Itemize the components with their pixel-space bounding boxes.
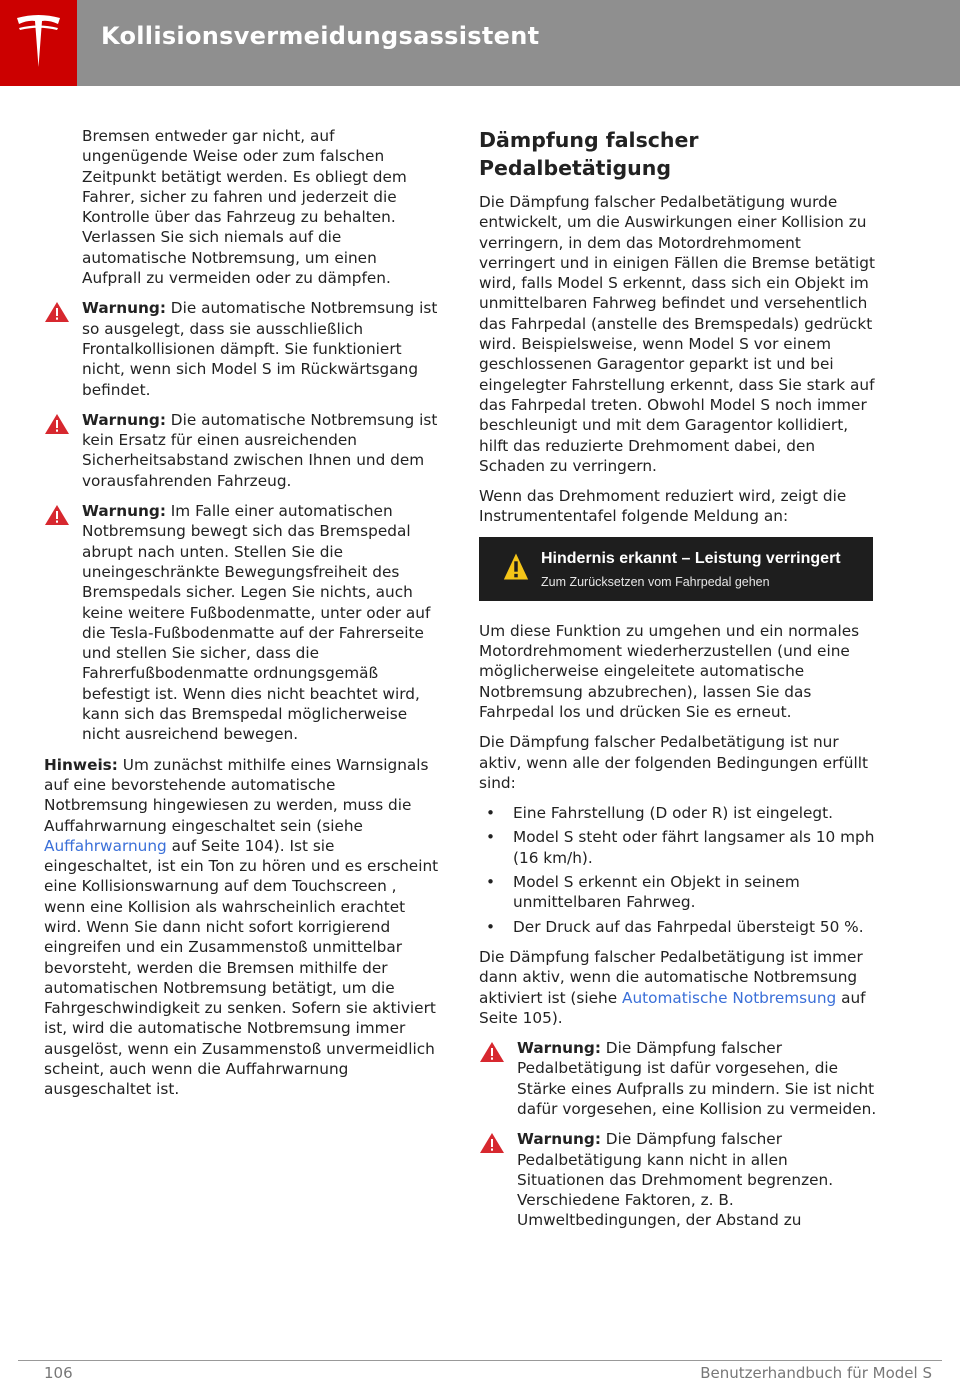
bullet: • xyxy=(486,804,496,823)
description-paragraph: Die Dämpfung falscher Pedalbetätigung wurde entwickelt, um die Auswirkungen einer Kollision zu verringern, in dem das Motordrehmoment verringert und in einigen Fällen die Bremse betätigt wird, falls Model S erkennt, dass sich ein Objekt im unmittelbaren Fahrweg befindet und versehentlich das Fahrpedal (anstelle des Bremspedals) gedrückt wird. Beispielsweise, wenn Model S vor einem geschlossenen Garagentor geparkt ist und bei eingelegter Fahrstellung erkennt, dass Sie stark auf das Fahrpedal treten. Obwohl Model S noch immer beschleunigt und mit dem Garagentor kollidiert, hilft das reduzierte Drehmoment dabei, den Schaden zu verringern. xyxy=(479,193,875,475)
warning-text: Im Falle einer automatischen Notbremsung bewegt sich das Bremspedal abrupt nach unten. Stellen Sie die uneingeschränkte Bewegungsfreiheit des Bremspedals sicher. Legen Sie nichts, auch keine weitere Fußbodenmatte, unter oder auf die Tesla-Fußbodenmatte auf der Fahrerseite und stellen Sie sicher, dass die Fahrerfußbodenmatte ordnungsgemäß befestigt ist. Wenn dies nicht beachtet wird, kann sich das Bremspedal möglicherweise nicht ausreichend bewegen. xyxy=(82,502,431,744)
description-paragraph xyxy=(479,947,877,1028)
tesla-logo-icon xyxy=(13,13,64,71)
message-subtitle: Zum Zurücksetzen vom Fahrpedal gehen xyxy=(541,574,770,589)
description-paragraph: Die Dämpfung falscher Pedalbetätigung ist nur aktiv, wenn alle der folgenden Bedingungen erfüllt sind: xyxy=(479,733,868,792)
warning-text: Die Dämpfung falscher Pedalbetätigung ist dafür vorgesehen, die Stärke eines Aufpralls zu mindern. Sie ist nicht dafür vorgesehen, eine Kollision zu vermeiden. xyxy=(517,1039,877,1118)
warning-block xyxy=(479,1129,877,1230)
warning-icon xyxy=(503,551,529,582)
right-column xyxy=(479,126,877,1241)
warning-text: Die automatische Notbremsung ist so ausgelegt, dass sie ausschließlich Frontalkollisionen dämpft. Sie funktioniert nicht, wenn sich Model S im Rückwärtsgang befindet. xyxy=(82,299,438,399)
warning-block xyxy=(479,1038,877,1119)
list-item-text: Model S steht oder fährt langsamer als 10 mph (16 km/h). xyxy=(513,828,875,867)
warning-label: Warnung: xyxy=(517,1039,601,1058)
tesla-logo xyxy=(0,0,77,86)
list-item-text: Model S erkennt ein Objekt in seinem unmittelbaren Fahrweg. xyxy=(513,873,800,912)
paragraph-text: Die Dämpfung falscher Pedalbetätigung ist immer dann aktiv, wenn die automatische Notbremsung aktiviert ist (siehe xyxy=(479,947,863,1007)
warning-label: Warnung: xyxy=(82,299,166,318)
warning-block xyxy=(44,501,440,745)
footer-divider xyxy=(18,1360,942,1361)
warning-icon xyxy=(44,413,70,435)
warning-text: Die Dämpfung falscher Pedalbetätigung kann nicht in allen Situationen das Drehmoment begrenzen. Verschiedene Faktoren, z. B. Umweltbedingungen, der Abstand zu xyxy=(517,1130,834,1230)
intro-paragraph: Bremsen entweder gar nicht, auf ungenügende Weise oder zum falschen Zeitpunkt betätigt werden. Es obliegt dem Fahrer, sicher zu fahren und jederzeit die Kontrolle über das Fahrzeug zu behalten. Verlassen Sie sich niemals auf die automatische Notbremsung, um einen Aufprall zu vermeiden oder zu dämpfen. xyxy=(82,127,407,288)
list-item xyxy=(479,803,877,823)
auffahrwarnung-link[interactable]: Auffahrwarnung xyxy=(44,836,167,855)
bullet: • xyxy=(486,917,496,936)
bullet: • xyxy=(486,873,496,892)
warning-block xyxy=(44,410,440,491)
note-text: auf Seite 104). Ist sie eingeschaltet, ist ein Ton zu hören und es erscheint eine Kollisionswarnung auf dem Touchscreen , wenn eine Kollision als wahrscheinlich erachtet wird. Wenn Sie dann nicht sofort korrigierend eingreifen und ein Zusammenstoß unmittelbar bevorsteht, werden die Bremsen mithilfe der automatischen Notbremsung betätigt, um die Fahrgeschwindigkeit zu senken. Sofern sie aktiviert ist, wird die automatische Notbremsung immer ausgelöst, wenn ein Zusammenstoß unvermeidlich scheint, auch wenn die Auffahrwarnung ausgeschaltet ist. xyxy=(44,836,439,1099)
warning-icon xyxy=(479,1041,505,1063)
left-column xyxy=(44,126,440,1110)
warning-icon xyxy=(44,504,70,526)
warning-label: Warnung: xyxy=(517,1130,601,1149)
warning-block xyxy=(44,298,440,399)
header-title: Kollisionsvermeidungsassistent xyxy=(101,22,540,50)
instrument-panel-message xyxy=(479,537,873,601)
list-item xyxy=(479,827,877,868)
note-paragraph xyxy=(44,755,440,1100)
footer-title: Benutzerhandbuch für Model S xyxy=(700,1364,932,1382)
automatische-notbremsung-link[interactable]: Automatische Notbremsung xyxy=(622,988,837,1007)
list-item xyxy=(479,872,877,913)
paragraph-text: auf Seite 105). xyxy=(479,988,866,1027)
warning-icon xyxy=(44,301,70,323)
conditions-list xyxy=(479,803,877,937)
warning-text: Die automatische Notbremsung ist kein Ersatz für einen ausreichenden Sicherheitsabstand zwischen Ihnen und dem vorausfahrenden Fahrzeug. xyxy=(82,410,438,490)
message-title: Hindernis erkannt – Leistung verringert xyxy=(541,549,841,567)
description-paragraph: Um diese Funktion zu umgehen und ein normales Motordrehmoment wiederherzustellen (und eine möglicherweise eingeleitete automatische Notbremsung abzubrechen), lassen Sie das Fahrpedal los und drücken Sie es erneut. xyxy=(479,621,860,721)
list-item xyxy=(479,917,877,937)
page-header xyxy=(0,0,960,86)
note-text: Um zunächst mithilfe eines Warnsignals auf eine bevorstehende automatische Notbremsung hingewiesen zu werden, muss die Auffahrwarnung eingeschaltet sein (siehe xyxy=(44,755,429,835)
section-heading: Dämpfung falscher Pedalbetätigung xyxy=(479,128,699,180)
warning-label: Warnung: xyxy=(82,502,166,521)
warning-icon xyxy=(479,1132,505,1154)
note-label: Hinweis: xyxy=(44,755,118,774)
bullet: • xyxy=(486,828,496,847)
list-item-text: Eine Fahrstellung (D oder R) ist eingelegt. xyxy=(513,804,833,823)
page-number: 106 xyxy=(44,1364,73,1382)
description-paragraph: Wenn das Drehmoment reduziert wird, zeigt die Instrumententafel folgende Meldung an: xyxy=(479,487,847,526)
warning-label: Warnung: xyxy=(82,410,166,429)
list-item-text: Der Druck auf das Fahrpedal übersteigt 50 %. xyxy=(513,917,864,936)
